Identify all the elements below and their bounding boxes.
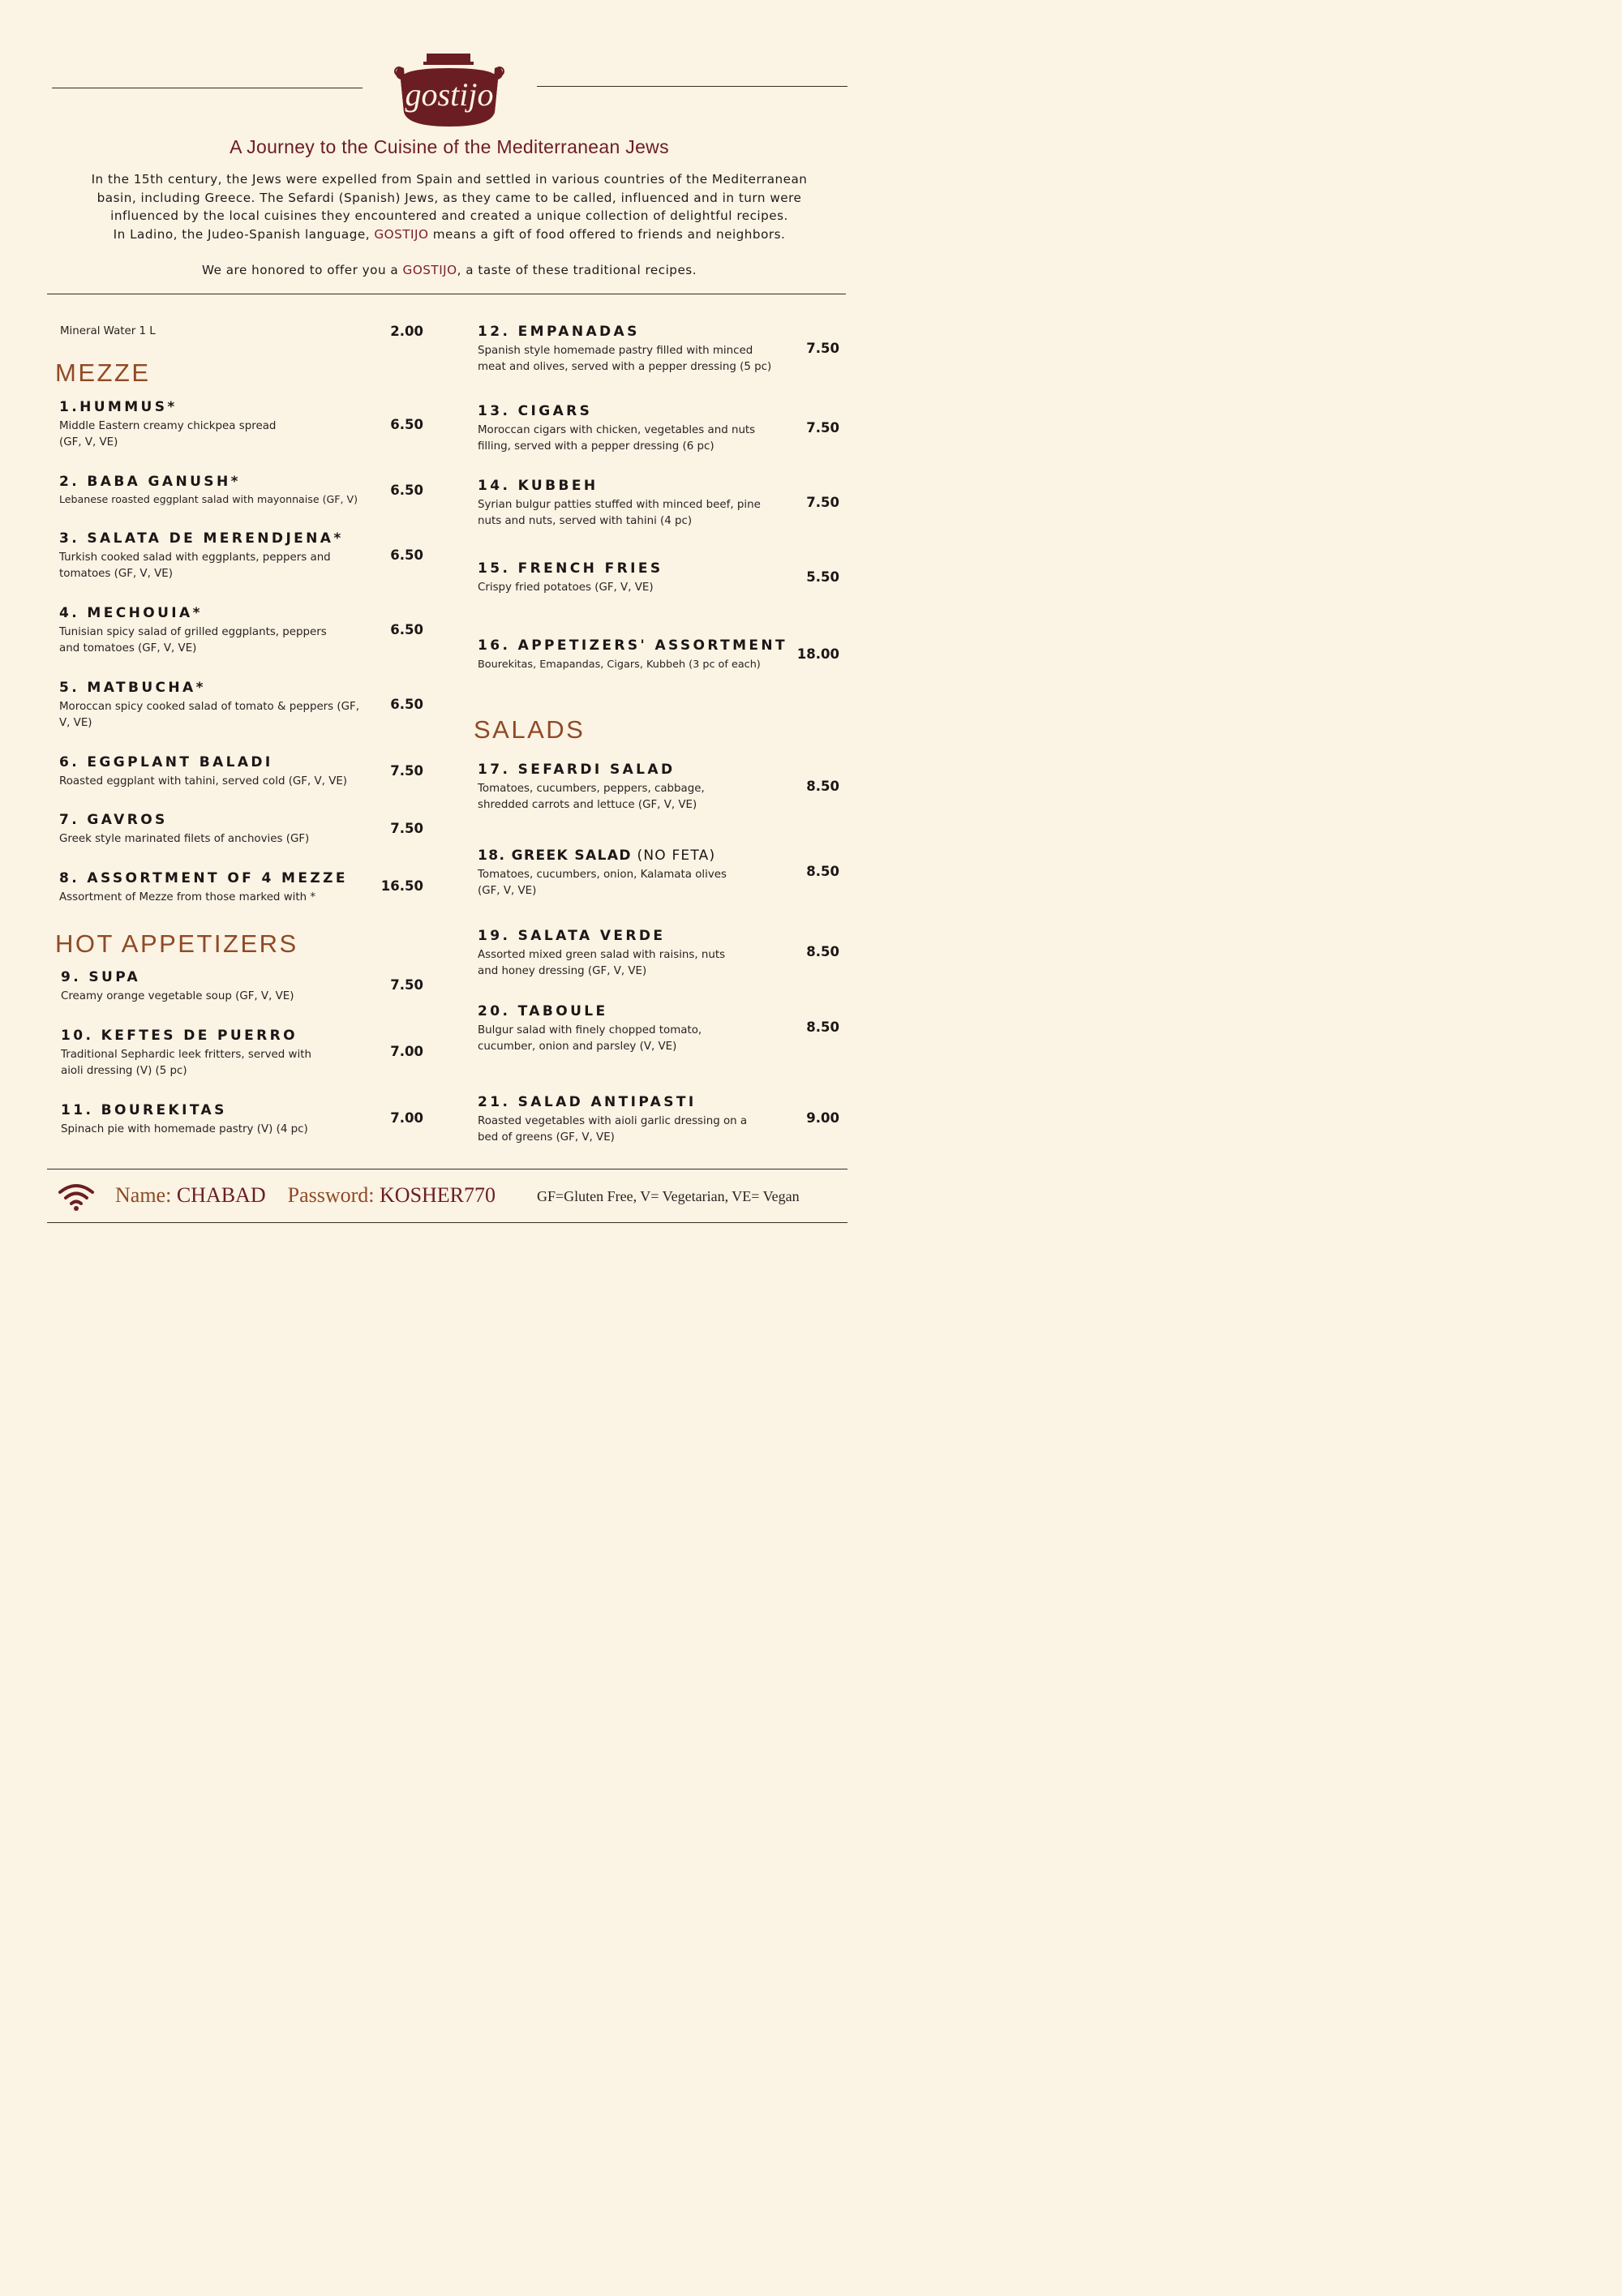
item-price: 8.50	[806, 779, 839, 794]
section-hot-appetizers: HOT APPETIZERS	[55, 929, 298, 958]
item-desc: bed of greens (GF, V, VE)	[478, 1131, 615, 1144]
item-title: 7. GAVROS	[59, 812, 168, 828]
item-title: 13. CIGARS	[478, 403, 593, 419]
item-title: 6. EGGPLANT BALADI	[59, 754, 273, 770]
item-price: 6.50	[390, 547, 423, 563]
menu-item	[61, 1102, 308, 1138]
brand-name: GOSTIJO	[402, 263, 457, 277]
item-price: 7.00	[390, 1110, 423, 1126]
intro-line	[32, 261, 866, 280]
item-desc: shredded carrots and lettuce (GF, V, VE)	[478, 799, 697, 811]
menu-item	[59, 399, 276, 451]
intro-text: means a gift of food offered to friends and neighbors.	[428, 226, 786, 242]
item-title-main: 18. GREEK SALAD	[478, 848, 632, 864]
menu-item	[478, 324, 771, 376]
item-price: 18.00	[796, 646, 839, 662]
item-desc: Tunisian spicy salad of grilled eggplants, peppers	[59, 626, 327, 638]
item-title: 17. SEFARDI SALAD	[478, 762, 676, 778]
intro-text: In Ladino, the Judeo-Spanish language,	[113, 226, 375, 242]
item-title: 16. APPETIZERS' ASSORTMENT	[478, 637, 788, 654]
intro-line: basin, including Greece. The Sefardi (Spanish) Jews, as they came to be called, influenced and in turn were	[97, 190, 802, 205]
item-title: 20. TABOULE	[478, 1003, 608, 1019]
item-desc: cucumber, onion and parsley (V, VE)	[478, 1041, 677, 1053]
item-desc: Spinach pie with homemade pastry (V) (4 pc)	[61, 1123, 308, 1135]
menu-item	[59, 605, 327, 657]
item-desc: (GF, V, VE)	[478, 885, 537, 897]
menu-item	[59, 870, 348, 906]
item-title: 1.HUMMUS*	[59, 399, 178, 415]
item-title: 11. BOUREKITAS	[61, 1102, 227, 1118]
item-desc: Middle Eastern creamy chickpea spread	[59, 420, 277, 432]
item-desc: Moroccan spicy cooked salad of tomato & peppers (GF,	[59, 701, 359, 713]
item-desc: Greek style marinated filets of anchovies (GF)	[59, 833, 310, 845]
water-price: 2.00	[390, 324, 423, 339]
menu-item	[61, 969, 294, 1005]
menu-item	[59, 680, 359, 732]
item-title: 15. FRENCH FRIES	[478, 560, 663, 577]
section-salads: SALADS	[474, 715, 586, 744]
item-desc: Moroccan cigars with chicken, vegetables and nuts	[478, 424, 756, 436]
item-title: 10. KEFTES DE PUERRO	[61, 1028, 298, 1044]
item-desc: meat and olives, served with a pepper dressing (5 pc)	[478, 361, 772, 373]
item-desc: Roasted vegetables with aioli garlic dressing on a	[478, 1115, 748, 1127]
item-title: 14. KUBBEH	[478, 478, 599, 494]
item-desc: Spanish style homemade pastry filled with minced	[478, 345, 753, 357]
item-desc: V, VE)	[59, 717, 92, 729]
wifi-password-value: KOSHER770	[380, 1183, 496, 1207]
item-price: 7.50	[390, 763, 423, 779]
item-desc: Assorted mixed green salad with raisins, nuts	[478, 949, 726, 961]
item-desc: Bulgur salad with finely chopped tomato,	[478, 1024, 702, 1036]
item-price: 5.50	[806, 569, 839, 585]
menu-item	[478, 1094, 747, 1146]
menu-item	[59, 812, 309, 848]
item-title-note: (NO FETA)	[631, 848, 716, 864]
item-desc: nuts and nuts, served with tahini (4 pc)	[478, 515, 693, 527]
menu-item	[61, 1028, 311, 1079]
item-price: 7.50	[806, 495, 839, 510]
intro-line: In the 15th century, the Jews were expelled from Spain and settled in various countries of the Mediterranean	[91, 172, 808, 187]
wifi-name-value: CHABAD	[176, 1183, 266, 1207]
wifi-password-label: Password:	[287, 1183, 375, 1207]
wifi-icon	[57, 1182, 96, 1212]
item-desc: Lebanese roasted eggplant salad with mayonnaise (GF, V)	[59, 493, 358, 505]
item-price: 6.50	[390, 622, 423, 637]
section-mezze: MEZZE	[55, 358, 151, 387]
menu-item	[478, 560, 663, 596]
intro-text: We are honored to offer you a	[201, 263, 403, 277]
item-desc: Traditional Sephardic leek fritters, served with	[61, 1049, 311, 1061]
item-desc: Creamy orange vegetable soup (GF, V, VE)	[61, 990, 294, 1002]
item-price: 7.50	[390, 821, 423, 836]
menu-item	[478, 478, 761, 530]
item-title: 2. BABA GANUSH*	[59, 474, 241, 490]
item-price: 9.00	[806, 1110, 839, 1126]
brand-name: GOSTIJO	[374, 226, 429, 242]
menu-item	[478, 403, 755, 455]
item-desc: aioli dressing (V) (5 pc)	[61, 1065, 187, 1077]
item-price: 16.50	[380, 878, 423, 894]
item-desc: and tomatoes (GF, V, VE)	[59, 642, 197, 654]
item-title: 8. ASSORTMENT OF 4 MEZZE	[59, 870, 348, 886]
item-price: 6.50	[390, 483, 423, 498]
intro-line: influenced by the local cuisines they encountered and created a unique collection of delightful recipes.	[110, 208, 788, 223]
item-desc: Assortment of Mezze from those marked with *	[59, 891, 316, 903]
item-price: 8.50	[806, 944, 839, 959]
item-desc: Crispy fried potatoes (GF, V, VE)	[478, 582, 654, 594]
gostijo-logo	[384, 52, 514, 127]
item-desc: Tomatoes, cucumbers, onion, Kalamata olives	[478, 869, 727, 881]
wifi-credentials	[115, 1183, 496, 1208]
item-price: 7.50	[806, 420, 839, 436]
item-price: 8.50	[806, 864, 839, 879]
diet-legend: GF=Gluten Free, V= Vegetarian, VE= Vegan	[537, 1188, 800, 1204]
item-title: 19. SALATA VERDE	[478, 928, 666, 944]
item-desc: tomatoes (GF, V, VE)	[59, 568, 173, 580]
item-price: 6.50	[390, 697, 423, 712]
water-label: Mineral Water 1 L	[60, 325, 156, 337]
intro-paragraph	[32, 170, 866, 280]
item-price: 6.50	[390, 417, 423, 432]
svg-text:gostijo: gostijo	[405, 76, 494, 113]
item-title: 5. MATBUCHA*	[59, 680, 206, 696]
item-price: 8.50	[806, 1019, 839, 1035]
menu-item	[59, 754, 347, 790]
menu-item	[478, 762, 705, 813]
item-desc: Turkish cooked salad with eggplants, peppers and	[59, 551, 331, 564]
wifi-name-label: Name:	[115, 1183, 172, 1207]
footer-rule-bottom	[47, 1222, 847, 1223]
item-desc: Bourekitas, Emapandas, Cigars, Kubbeh (3 pc of each)	[478, 659, 761, 671]
item-desc: (GF, V, VE)	[59, 436, 118, 448]
item-title	[478, 848, 727, 864]
item-price: 7.50	[806, 341, 839, 356]
menu-item	[478, 637, 787, 673]
item-title: 4. MECHOUIA*	[59, 605, 203, 621]
item-desc: filling, served with a pepper dressing (6 pc)	[478, 440, 714, 453]
menu-item	[478, 848, 727, 899]
item-price: 7.00	[390, 1044, 423, 1059]
item-title: 12. EMPANADAS	[478, 324, 640, 340]
menu-item	[478, 928, 725, 980]
page-tagline: A Journey to the Cuisine of the Mediterranean Jews	[230, 136, 669, 157]
item-desc: Tomatoes, cucumbers, peppers, cabbage,	[478, 783, 705, 795]
intro-text: , a taste of these traditional recipes.	[457, 263, 697, 277]
header-rule-right	[537, 86, 847, 87]
intro-line	[32, 225, 866, 244]
item-price: 7.50	[390, 977, 423, 993]
item-title: 21. SALAD ANTIPASTI	[478, 1094, 697, 1110]
item-title: 9. SUPA	[61, 969, 141, 985]
item-desc: Roasted eggplant with tahini, served cold (GF, V, VE)	[59, 775, 348, 788]
menu-item	[478, 1003, 702, 1055]
item-title: 3. SALATA DE MERENDJENA*	[59, 530, 344, 547]
menu-item	[59, 530, 344, 582]
menu-item	[59, 474, 358, 508]
item-desc: and honey dressing (GF, V, VE)	[478, 965, 647, 977]
item-desc: Syrian bulgur patties stuffed with minced beef, pine	[478, 499, 761, 511]
